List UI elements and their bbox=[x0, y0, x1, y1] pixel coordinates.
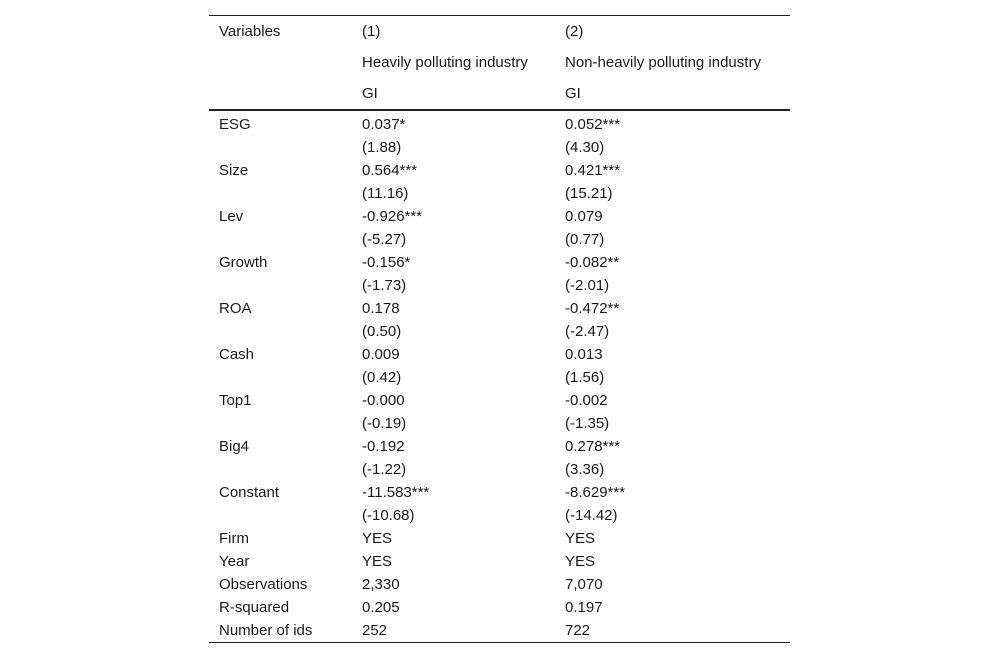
variable-name-cell bbox=[209, 412, 352, 435]
table-row-tstat bbox=[209, 320, 790, 343]
table-row bbox=[209, 205, 790, 228]
model-1-value-cell: 0.564*** bbox=[362, 162, 418, 179]
model-1-value-cell: 0.037* bbox=[362, 116, 406, 133]
model-2-value-cell: (-1.35) bbox=[565, 415, 610, 432]
model-1-value-cell: (0.42) bbox=[362, 369, 402, 386]
table-row-tstat bbox=[209, 136, 790, 159]
model-1-value-cell: -0.000 bbox=[362, 392, 405, 409]
header-model-2-dependent-variable: GI bbox=[555, 78, 790, 110]
model-2-value-cell: (0.77) bbox=[565, 231, 605, 248]
header-model-2-group: Non-heavily polluting industry bbox=[565, 54, 761, 71]
model-1-value-cell: YES bbox=[362, 553, 393, 570]
model-1-value-cell: (-0.19) bbox=[362, 415, 407, 432]
variable-name-cell: ROA bbox=[219, 300, 252, 317]
variable-name-cell bbox=[209, 228, 352, 251]
model-1-value-cell: (-10.68) bbox=[362, 507, 415, 524]
table-header bbox=[209, 16, 790, 111]
model-2-value-cell: (-2.47) bbox=[565, 323, 610, 340]
table-row bbox=[209, 159, 790, 182]
model-2-value-cell: (1.56) bbox=[565, 369, 605, 386]
variable-name-cell bbox=[209, 504, 352, 527]
model-2-value-cell: YES bbox=[565, 553, 596, 570]
model-2-value-cell: 0.079 bbox=[565, 208, 603, 225]
variable-name-cell: Firm bbox=[219, 530, 249, 547]
table-row bbox=[209, 596, 790, 619]
model-2-value-cell: -0.082** bbox=[565, 254, 620, 271]
model-2-value-cell: 722 bbox=[555, 619, 790, 643]
table-row bbox=[209, 251, 790, 274]
table-row bbox=[209, 619, 790, 643]
variable-name-cell bbox=[209, 182, 352, 205]
table-row-tstat bbox=[209, 274, 790, 297]
model-1-value-cell: 252 bbox=[352, 619, 555, 643]
model-2-value-cell: (-14.42) bbox=[565, 507, 618, 524]
model-2-value-cell: (3.36) bbox=[565, 461, 605, 478]
table-row-tstat bbox=[209, 504, 790, 527]
model-1-value-cell: (-1.22) bbox=[362, 461, 407, 478]
table-row bbox=[209, 573, 790, 596]
table-row bbox=[209, 110, 790, 136]
variable-name-cell bbox=[209, 320, 352, 343]
model-2-value-cell: 7,070 bbox=[565, 576, 603, 593]
model-1-value-cell: (-5.27) bbox=[362, 231, 407, 248]
model-2-value-cell: -0.472** bbox=[565, 300, 620, 317]
header-variables: Variables bbox=[209, 16, 352, 48]
header-empty-cell bbox=[209, 78, 352, 110]
model-2-value-cell: -8.629*** bbox=[565, 484, 626, 501]
variable-name-cell: Top1 bbox=[219, 392, 252, 409]
table-row bbox=[209, 435, 790, 458]
model-1-value-cell: -11.583*** bbox=[362, 484, 430, 501]
header-row-dependent-variable bbox=[209, 78, 790, 110]
table-row-tstat bbox=[209, 228, 790, 251]
model-1-value-cell: 0.009 bbox=[362, 346, 400, 363]
variable-name-cell: Growth bbox=[219, 254, 268, 271]
model-2-value-cell: -0.002 bbox=[565, 392, 608, 409]
variable-name-cell: Constant bbox=[219, 484, 280, 501]
header-model-1-group: Heavily polluting industry bbox=[362, 54, 528, 71]
model-2-value-cell: 0.197 bbox=[565, 599, 603, 616]
table-row bbox=[209, 297, 790, 320]
variable-name-cell bbox=[209, 274, 352, 297]
variable-name-cell: Big4 bbox=[219, 438, 250, 455]
model-2-value-cell: 0.013 bbox=[565, 346, 603, 363]
table-row bbox=[209, 550, 790, 573]
model-2-value-cell: 0.278*** bbox=[565, 438, 621, 455]
table-row bbox=[209, 343, 790, 366]
model-1-value-cell: 2,330 bbox=[362, 576, 400, 593]
model-1-value-cell: 0.178 bbox=[362, 300, 400, 317]
model-1-value-cell: (1.88) bbox=[362, 139, 402, 156]
table-body bbox=[209, 110, 790, 643]
model-1-value-cell: -0.926*** bbox=[362, 208, 423, 225]
table-row bbox=[209, 527, 790, 550]
model-2-value-cell: (15.21) bbox=[565, 185, 613, 202]
table-row-tstat bbox=[209, 412, 790, 435]
variable-name-cell: Observations bbox=[219, 576, 308, 593]
model-2-value-cell: (-2.01) bbox=[565, 277, 610, 294]
model-2-value-cell: 0.421*** bbox=[565, 162, 621, 179]
model-1-value-cell: (-1.73) bbox=[362, 277, 407, 294]
table-row bbox=[209, 389, 790, 412]
header-model-2-number: (2) bbox=[555, 16, 790, 48]
model-1-value-cell: YES bbox=[362, 530, 393, 547]
variable-name-cell: Cash bbox=[219, 346, 255, 363]
header-row-groups bbox=[209, 47, 790, 78]
regression-table-container bbox=[209, 15, 790, 643]
variable-name-cell bbox=[209, 136, 352, 159]
model-1-value-cell: -0.156* bbox=[362, 254, 411, 271]
model-2-value-cell: (4.30) bbox=[565, 139, 605, 156]
variable-name-cell: Size bbox=[219, 162, 249, 179]
model-1-value-cell: -0.192 bbox=[362, 438, 405, 455]
table-row-tstat bbox=[209, 458, 790, 481]
model-2-value-cell: 0.052*** bbox=[565, 116, 621, 133]
table-row bbox=[209, 481, 790, 504]
model-1-value-cell: (11.16) bbox=[362, 185, 409, 202]
regression-results-table bbox=[209, 15, 790, 643]
header-model-1-dependent-variable: GI bbox=[352, 78, 555, 110]
variable-name-cell bbox=[209, 458, 352, 481]
variable-name-cell: ESG bbox=[219, 116, 251, 133]
header-model-1-number: (1) bbox=[352, 16, 555, 48]
variable-name-cell: R-squared bbox=[219, 599, 290, 616]
variable-name-cell: Number of ids bbox=[209, 619, 352, 643]
variable-name-cell bbox=[209, 366, 352, 389]
table-row-tstat bbox=[209, 366, 790, 389]
variable-name-cell: Lev bbox=[219, 208, 244, 225]
model-2-value-cell: YES bbox=[565, 530, 596, 547]
variable-name-cell: Year bbox=[219, 553, 250, 570]
table-row-tstat bbox=[209, 182, 790, 205]
model-1-value-cell: 0.205 bbox=[362, 599, 400, 616]
model-1-value-cell: (0.50) bbox=[362, 323, 402, 340]
header-row-model-numbers bbox=[209, 16, 790, 48]
header-empty-cell bbox=[209, 47, 352, 78]
